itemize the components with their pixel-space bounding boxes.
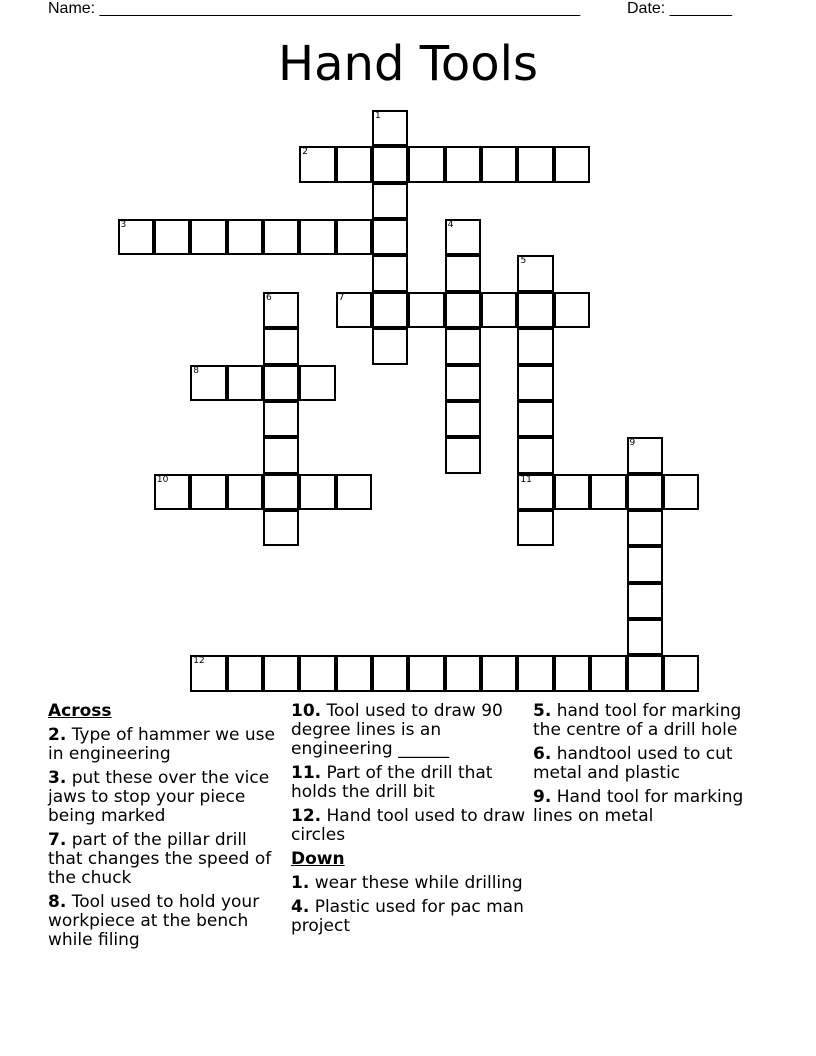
grid-cell[interactable] — [517, 437, 553, 473]
grid-cell[interactable] — [299, 219, 335, 255]
clue-across-12 — [291, 807, 527, 845]
grid-cell[interactable] — [336, 219, 372, 255]
clue-number: 10. — [291, 701, 322, 721]
grid-cell[interactable] — [190, 219, 226, 255]
clue-number: 9. — [533, 787, 552, 807]
cell-number: 8 — [193, 365, 199, 376]
grid-cell[interactable] — [481, 292, 517, 328]
grid-cell[interactable] — [263, 437, 299, 473]
clue-across-8 — [48, 893, 284, 950]
grid-cell[interactable] — [627, 619, 663, 655]
grid-cell[interactable] — [481, 655, 517, 691]
grid-cell[interactable] — [590, 655, 626, 691]
grid-cell[interactable] — [517, 255, 553, 291]
grid-cell[interactable] — [517, 328, 553, 364]
grid-cell[interactable] — [372, 146, 408, 182]
grid-cell[interactable] — [627, 510, 663, 546]
clue-number: 2. — [48, 725, 67, 745]
grid-cell[interactable] — [263, 328, 299, 364]
grid-cell[interactable] — [263, 292, 299, 328]
clue-text: part of the pillar drill that changes the speed of the chuck — [48, 830, 272, 888]
grid-cell[interactable] — [554, 474, 590, 510]
grid-cell[interactable] — [372, 110, 408, 146]
cell-number: 9 — [629, 438, 636, 449]
grid-cell[interactable] — [627, 474, 663, 510]
grid-cell[interactable] — [227, 655, 263, 691]
clue-text: hand tool for marking the centre of a drill hole — [533, 701, 742, 740]
grid-cell[interactable] — [445, 146, 481, 182]
grid-cell[interactable] — [554, 655, 590, 691]
grid-cell[interactable] — [445, 655, 481, 691]
clue-column-3 — [533, 702, 769, 831]
name-field-label: Name: ______________________________________________________ — [48, 0, 581, 17]
clue-number: 1. — [291, 873, 310, 893]
grid-cell[interactable] — [372, 292, 408, 328]
date-field-label: Date: _______ — [627, 0, 732, 17]
clue-number: 8. — [48, 892, 67, 912]
grid-cell[interactable] — [299, 146, 335, 182]
grid-cell[interactable] — [190, 474, 226, 510]
grid-cell[interactable] — [190, 655, 226, 691]
grid-cell[interactable] — [372, 219, 408, 255]
grid-cell[interactable] — [627, 583, 663, 619]
grid-cell[interactable] — [481, 146, 517, 182]
grid-cell[interactable] — [190, 365, 226, 401]
clue-text: Hand tool for marking lines on metal — [533, 787, 744, 826]
clue-down-6 — [533, 745, 769, 783]
grid-cell[interactable] — [299, 365, 335, 401]
cell-number: 2 — [302, 147, 309, 158]
grid-cell[interactable] — [590, 474, 626, 510]
grid-cell[interactable] — [263, 401, 299, 437]
grid-cell[interactable] — [118, 219, 154, 255]
grid-cell[interactable] — [263, 219, 299, 255]
grid-cell[interactable] — [445, 365, 481, 401]
clue-text: Hand tool used to draw circles — [291, 806, 526, 845]
grid-cell[interactable] — [299, 474, 335, 510]
clue-text: Part of the drill that holds the drill bit — [291, 763, 493, 802]
grid-cell[interactable] — [517, 474, 553, 510]
grid-cell[interactable] — [517, 401, 553, 437]
grid-cell[interactable] — [227, 365, 263, 401]
clue-text: put these over the vice jaws to stop your piece being marked — [48, 768, 270, 826]
clue-text: Plastic used for pac man project — [291, 897, 524, 936]
clue-text: Tool used to hold your workpiece at the bench while filing — [48, 892, 260, 950]
cell-number: 4 — [447, 220, 454, 231]
clue-number: 5. — [533, 701, 552, 721]
grid-cell[interactable] — [227, 474, 263, 510]
grid-cell[interactable] — [263, 655, 299, 691]
page-title: Hand Tools — [278, 36, 538, 92]
grid-cell[interactable] — [336, 146, 372, 182]
grid-cell[interactable] — [408, 655, 444, 691]
grid-cell[interactable] — [263, 510, 299, 546]
clue-number: 12. — [291, 806, 322, 826]
cell-number: 1 — [375, 111, 381, 121]
clue-across-2 — [48, 726, 284, 764]
grid-cell[interactable] — [372, 255, 408, 291]
grid-cell[interactable] — [336, 292, 372, 328]
grid-cell[interactable] — [627, 546, 663, 582]
cell-number: 3 — [120, 220, 127, 231]
grid-cell[interactable] — [445, 292, 481, 328]
grid-cell[interactable] — [408, 292, 444, 328]
grid-cell[interactable] — [263, 365, 299, 401]
cell-number: 6 — [265, 292, 272, 303]
grid-cell[interactable] — [517, 146, 553, 182]
clue-text: handtool used to cut metal and plastic — [533, 744, 733, 783]
grid-cell[interactable] — [445, 437, 481, 473]
clue-number: 4. — [291, 897, 310, 917]
grid-cell[interactable] — [627, 655, 663, 691]
clue-text: wear these while drilling — [309, 873, 523, 893]
across-heading: Across — [48, 701, 112, 721]
grid-cell[interactable] — [517, 292, 553, 328]
cell-number: 12 — [193, 656, 205, 667]
cell-number: 10 — [156, 474, 169, 485]
grid-cell[interactable] — [445, 219, 481, 255]
grid-cell[interactable] — [227, 219, 263, 255]
clue-text: Type of hammer we use in engineering — [48, 725, 275, 764]
clue-down-5 — [533, 702, 769, 740]
grid-cell[interactable] — [408, 146, 444, 182]
grid-cell[interactable] — [663, 655, 699, 691]
clue-column-2 — [291, 702, 527, 941]
cell-number: 5 — [520, 256, 527, 267]
grid-cell[interactable] — [372, 183, 408, 219]
grid-cell[interactable] — [299, 655, 335, 691]
grid-cell[interactable] — [372, 328, 408, 364]
grid-cell[interactable] — [336, 474, 372, 510]
grid-cell[interactable] — [445, 328, 481, 364]
clue-number: 3. — [48, 768, 67, 788]
clue-across-11 — [291, 764, 527, 802]
grid-cell[interactable] — [554, 292, 590, 328]
grid-cell[interactable] — [154, 474, 190, 510]
grid-cell[interactable] — [263, 474, 299, 510]
grid-cell[interactable] — [445, 401, 481, 437]
clue-across-10 — [291, 702, 527, 759]
clue-across-7 — [48, 831, 284, 888]
clue-across-3 — [48, 769, 284, 826]
grid-cell[interactable] — [517, 655, 553, 691]
grid-cell[interactable] — [554, 146, 590, 182]
grid-cell[interactable] — [663, 474, 699, 510]
grid-cell[interactable] — [627, 437, 663, 473]
cell-number: 7 — [338, 292, 345, 303]
clue-number: 11. — [291, 763, 322, 783]
grid-cell[interactable] — [517, 510, 553, 546]
clue-column-1 — [48, 702, 284, 955]
cell-number: 11 — [520, 474, 532, 485]
grid-cell[interactable] — [517, 365, 553, 401]
clue-number: 7. — [48, 830, 67, 850]
clue-down-9 — [533, 788, 769, 826]
grid-cell[interactable] — [372, 655, 408, 691]
clue-text: Tool used to draw 90 degree lines is an engineering ______ — [291, 701, 503, 759]
clue-down-4 — [291, 898, 527, 936]
down-heading: Down — [291, 849, 345, 869]
grid-cell[interactable] — [445, 255, 481, 291]
grid-cell[interactable] — [336, 655, 372, 691]
grid-cell[interactable] — [154, 219, 190, 255]
clue-number: 6. — [533, 744, 552, 764]
clue-down-1 — [291, 874, 527, 893]
